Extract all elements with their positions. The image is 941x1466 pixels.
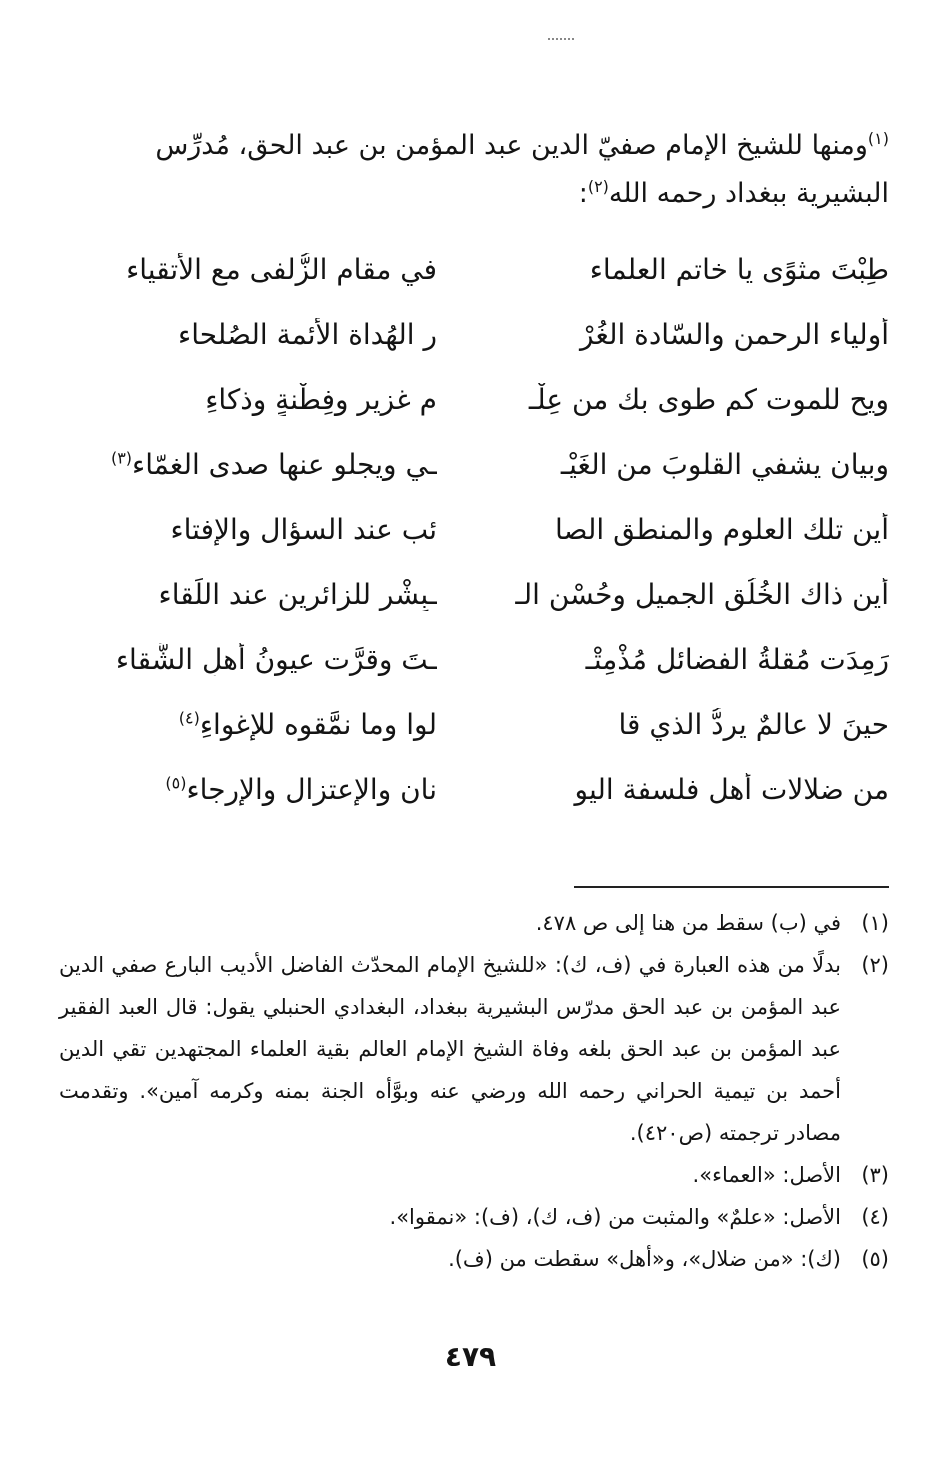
verse [59, 237, 889, 302]
verse-second-text: في مقام الزُّلفى مع الأتقياء [126, 253, 437, 286]
footnote-text: في (ب) سقط من هنا إلى ص ٤٧٨. [535, 911, 841, 935]
intro-text-1: ومنها للشيخ الإمام صفيّ الدين عبد المؤمن بن عبد الحق، مُدرِّس [155, 130, 868, 161]
verse-first-hemistich: وبيان يشفي القلوبَ من الغَيْـ [560, 448, 889, 481]
footnote-ref: (٣) [110, 448, 133, 468]
intro-line-2 [59, 170, 889, 218]
footnote-number: (٤) [861, 1205, 889, 1229]
footnote [59, 1154, 889, 1196]
verse-first-hemistich: حينَ لا عالمٌ يردُّ الذي قا [618, 708, 889, 741]
verse-second-hemistich [59, 708, 437, 741]
verse-second-hemistich [59, 318, 437, 351]
verse-second-hemistich [59, 643, 437, 676]
verse-second-text: ـتَ وقرَّت عيونُ أهلِ الشَّقاء [115, 643, 437, 676]
footnotes [59, 902, 889, 1280]
top-decoration [548, 38, 574, 44]
verse-second-text: ـبِشْر للزائرين عند اللِّقاء [158, 578, 437, 611]
verse-first-hemistich: أولياء الرحمن والسّادة الغُرْ [580, 318, 889, 351]
verse-second-text: مِ غزيرٍ وفِطْنةٍ وذكاءِ [205, 383, 437, 416]
verse-second-text: ـيِ ويجلو عنها صدى الغمّاء [132, 448, 437, 481]
footnote [59, 902, 889, 944]
verse [59, 302, 889, 367]
footnote-text: الأصل: «العماء». [692, 1163, 841, 1187]
intro-text-2: البشيرية ببغداد رحمه الله [608, 178, 889, 209]
verse-first-hemistich: ويح للموت كم طوى بك من عِلْـ [528, 383, 889, 416]
poem [59, 237, 889, 822]
verse-second-hemistich [59, 253, 437, 286]
page-number: ٤٧٩ [444, 1340, 497, 1373]
footnote-text: بدلًا من هذه العبارة في (ف، ك): «للشيخ الإمام المحدّث الفاضل الأديب البارع صفي الدين عبد المؤمن بن عبد الحق مدرّس البشيرية ببغداد، البغدادي الحنبلي يقول: قال العبد الفقير عبد المؤمن بن عبد الحق بلغه وفاة الشيخ الإمام العالم بقية العلماء المجتهدين تقي الدين أحمد بن تيمية الحراني رحمه الله ورضي عنه وبوَّأه الجنة بمنه وكرمه آمين». وتقدمت مصادر ترجمته (ص٤٢٠). [59, 953, 841, 1145]
verse [59, 627, 889, 692]
verse-first-hemistich: من ضلالات أهل فلسفة اليو [574, 773, 889, 806]
footnote-text: الأصل: «علمٌ» والمثبت من (ف، ك)، (ف): «نمقوا». [389, 1205, 841, 1229]
footnote [59, 944, 889, 1154]
verse [59, 367, 889, 432]
verse-second-text: لوا وما نمَّقوه للإغواءِ [199, 708, 437, 741]
intro-paragraph [59, 122, 889, 218]
verse [59, 497, 889, 562]
verse-first-hemistich: أين تلك العلوم والمنطق الصا [555, 513, 889, 546]
verse-second-hemistich [59, 448, 437, 481]
verse [59, 692, 889, 757]
verse [59, 562, 889, 627]
verse-second-hemistich [59, 773, 437, 806]
intro-note-ref-2: (٢) [587, 177, 609, 196]
footnote-separator [574, 886, 889, 888]
footnote-ref: (٥) [165, 773, 187, 793]
verse [59, 432, 889, 497]
footnote [59, 1238, 889, 1280]
footnote-number: (١) [861, 911, 889, 935]
footnote-number: (٣) [861, 1163, 889, 1187]
verse-second-text: ئب عند السؤال والإفتاء [170, 513, 437, 546]
intro-note-ref: (١) [867, 129, 889, 148]
verse-second-hemistich [59, 513, 437, 546]
intro-line-1 [59, 122, 889, 170]
verse-first-hemistich: أين ذاك الخُلُق الجميل وحُسْن الـ [515, 578, 889, 611]
verse-first-hemistich: طِبْتَ مثوًى يا خاتم العلماء [589, 253, 889, 286]
verse-second-text: رِ الهُداة الأئمة الصُلحاء [178, 318, 437, 351]
verse-first-hemistich: رَمِدَت مُقلةُ الفضائل مُذْمِتْـ [585, 643, 889, 676]
footnote [59, 1196, 889, 1238]
footnote-text: (ك): «من ضلال»، و«أهل» سقطت من (ف). [448, 1247, 841, 1271]
verse-second-text: نان والإعتزال والإرجاء [186, 773, 437, 806]
intro-colon: : [578, 178, 588, 209]
verse-second-hemistich [59, 578, 437, 611]
verse [59, 757, 889, 822]
footnote-ref: (٤) [178, 708, 200, 728]
footnote-number: (٥) [861, 1247, 889, 1271]
verse-second-hemistich [59, 383, 437, 416]
footnote-number: (٢) [861, 953, 889, 977]
